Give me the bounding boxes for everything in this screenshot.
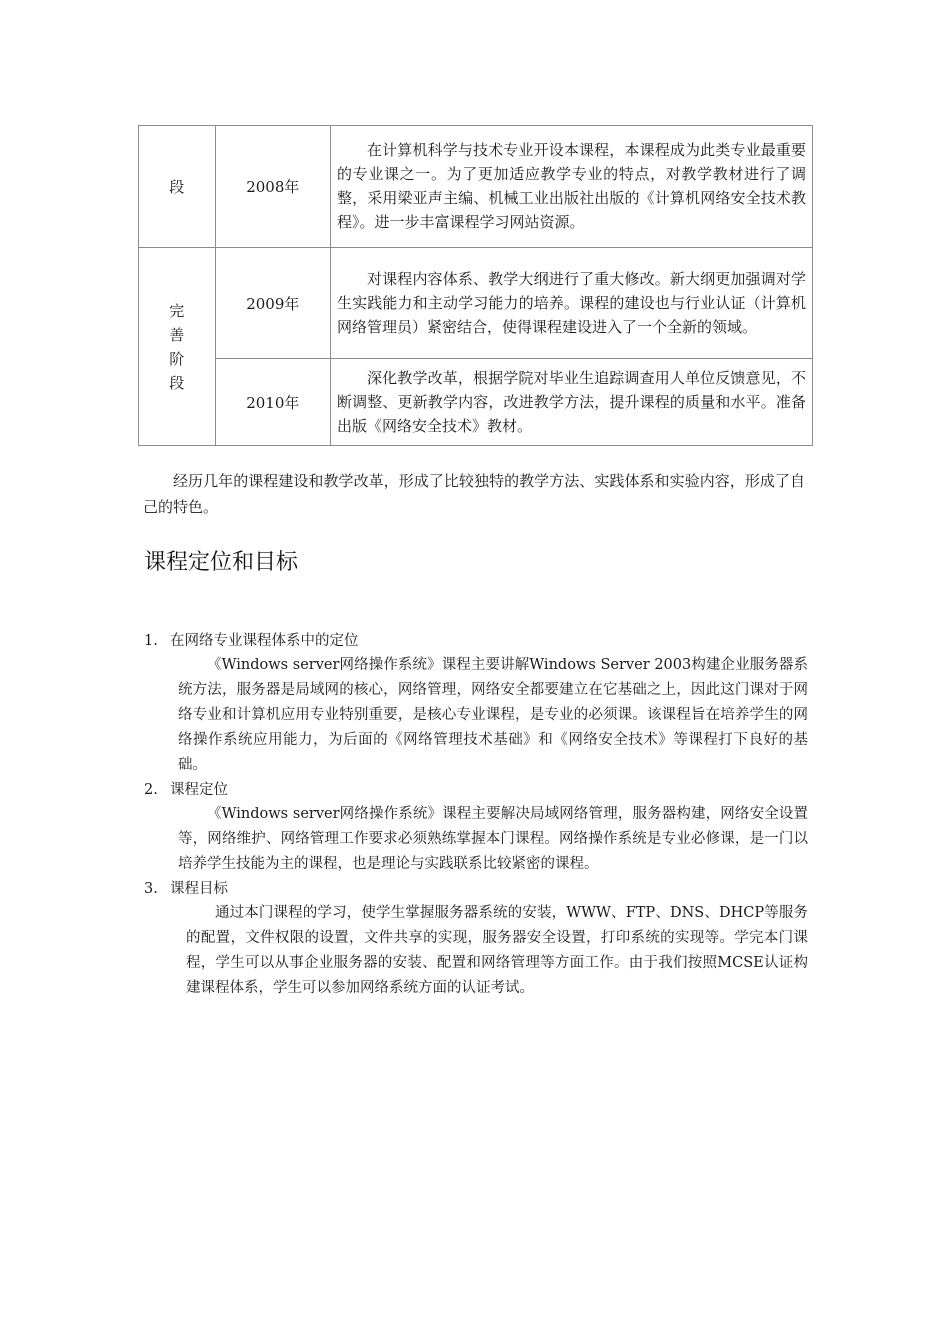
summary-paragraph: 经历几年的课程建设和教学改革，形成了比较独特的教学方法、实践体系和实验内容，形成了自己的特色。: [143, 472, 805, 516]
year-label: 2009年: [246, 294, 300, 313]
list-item-number: 3.: [144, 881, 158, 897]
stage-cell: [139, 248, 216, 446]
list-item-number: 2.: [144, 782, 158, 798]
list-item-title: 课程定位: [170, 782, 228, 798]
table-row: [139, 126, 813, 248]
list-item: [144, 629, 814, 778]
section-title: 课程定位和目标: [144, 550, 299, 575]
list-item: [144, 877, 814, 1001]
stage-label: 完善阶段: [169, 301, 185, 392]
year-cell: [215, 248, 330, 359]
list-item-heading: [144, 629, 814, 653]
list-item-title: 在网络专业课程体系中的定位: [170, 633, 359, 649]
description-cell: [331, 126, 813, 248]
stage-cell: [139, 126, 216, 248]
description-text: 在计算机科学与技术专业开设本课程，本课程成为此类专业最重要的专业课之一。为了更加适应教学专业的特点，对教学教材进行了调整，采用梁亚声主编、机械工业出版社出版的《计算机网络安全技术教程》。进一步丰富课程学习网站资源。: [337, 141, 806, 231]
description-text: 深化教学改革，根据学院对毕业生追踪调查用人单位反馈意见，不断调整、更新教学内容，改进教学方法，提升课程的质量和水平。准备出版《网络安全技术》教材。: [337, 368, 806, 435]
list-item: [144, 778, 814, 877]
year-label: 2010年: [246, 393, 300, 412]
year-label: 2008年: [246, 178, 300, 196]
year-cell: [215, 359, 330, 446]
table-row: [139, 248, 813, 359]
list-item-body: 《Windows server网络操作系统》课程主要解决局域网络管理，服务器构建，网络安全设置等，网络维护、网络管理工作要求必须熟练掌握本门课程。网络操作系统是专业必修课，是一门以培养学生技能为主的课程，也是理论与实践联系比较紧密的课程。: [178, 806, 808, 872]
table-row: [139, 359, 813, 446]
description-text: 对课程内容体系、教学大纲进行了重大修改。新大纲更加强调对学生实践能力和主动学习能力的培养。课程的建设也与行业认证（计算机网络管理员）紧密结合，使得课程建设进入了一个全新的领域。: [337, 269, 806, 336]
list-item-heading: [144, 778, 814, 802]
list-item-number: 1.: [144, 633, 158, 649]
list-item-heading: [144, 877, 814, 901]
course-development-table: [138, 125, 813, 446]
list-item-body: 通过本门课程的学习，使学生掌握服务器系统的安装，WWW、FTP、DNS、DHCP等服务的配置，文件权限的设置，文件共享的实现，服务器安全设置，打印系统的实现等。学完本门课程，学生可以从事企业服务器的安装、配置和网络管理等方面工作。由于我们按照MCSE认证构建课程体系，学生可以参加网络系统方面的认证考试。: [186, 905, 808, 996]
list-item-title: 课程目标: [170, 881, 228, 897]
year-cell: [215, 126, 330, 248]
numbered-list: [144, 629, 814, 1001]
description-cell: [331, 248, 813, 359]
description-cell: [331, 359, 813, 446]
stage-label: 段: [169, 177, 185, 196]
list-item-body: 《Windows server网络操作系统》课程主要讲解Windows Server 2003构建企业服务器系统方法，服务器是局域网的核心，网络管理，网络安全都要建立在它基础之上，因此这门课对于网络专业和计算机应用专业特别重要，是核心专业课程，是专业的必须课。该课程旨在培养学生的网络操作系统应用能力，为后面的《网络管理技术基础》和《网络安全技术》等课程打下良好的基础。: [178, 657, 808, 773]
